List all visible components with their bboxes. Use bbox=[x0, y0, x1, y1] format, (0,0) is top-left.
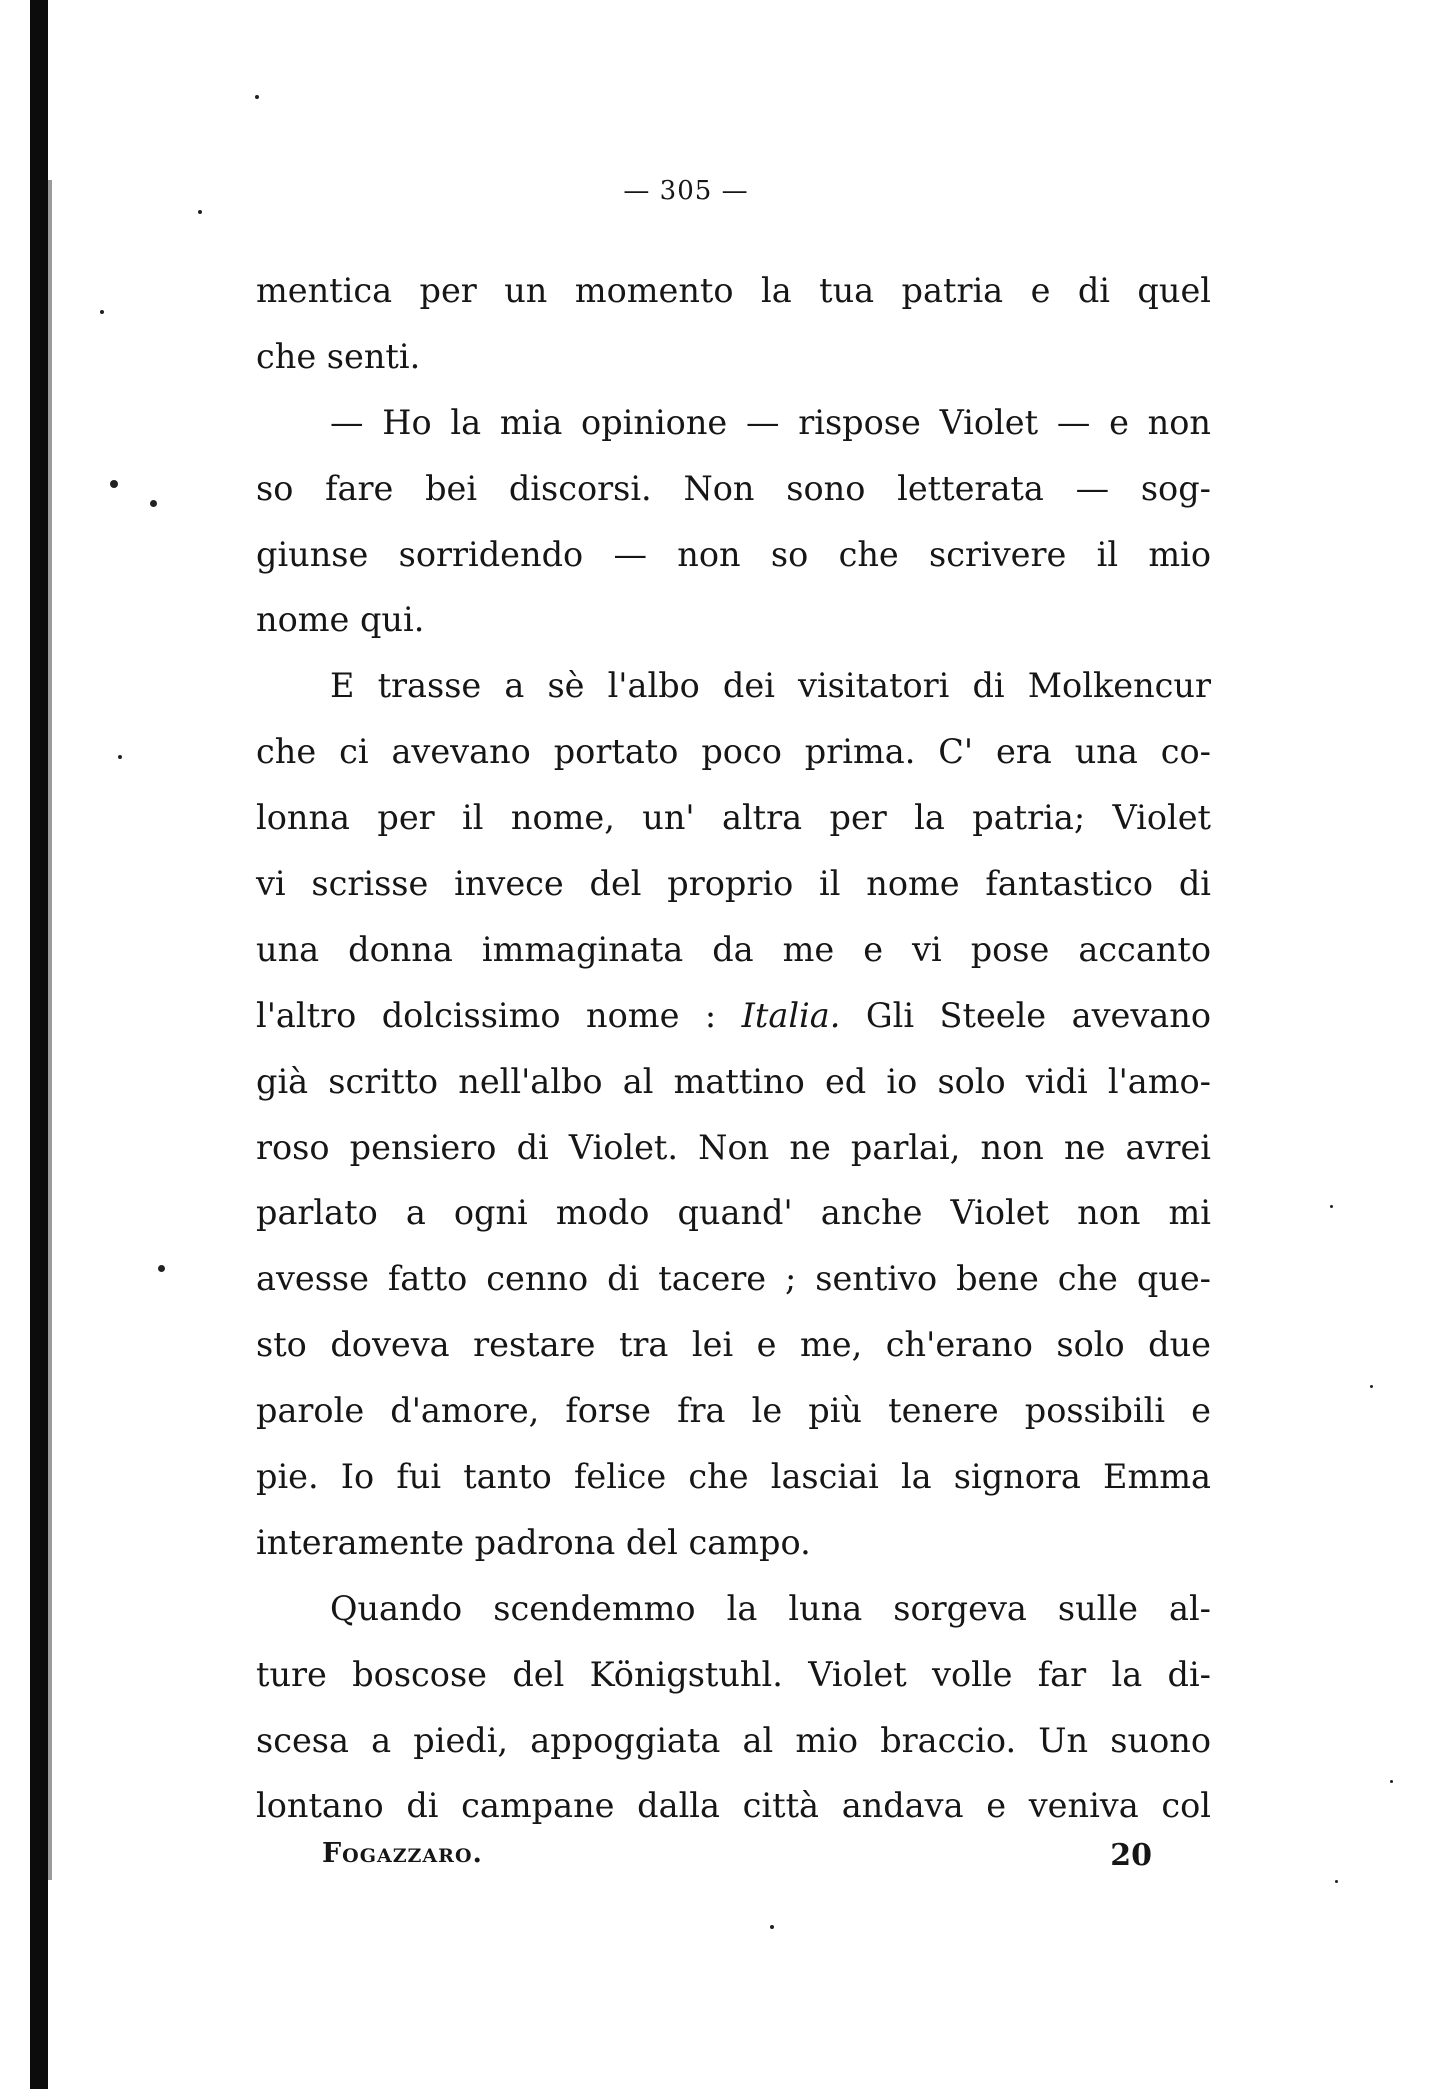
text-line: interamente padrona del campo. bbox=[256, 1522, 811, 1562]
text-line: parlato a ogni modo quand' anche Violet non mi bbox=[256, 1193, 1211, 1233]
italic-word: Italia. bbox=[741, 995, 841, 1035]
text-line: che ci avevano portato poco prima. C' era una co- bbox=[256, 732, 1211, 772]
scan-speck bbox=[255, 95, 259, 99]
scan-speck bbox=[1370, 1385, 1373, 1388]
text-line: lontano di campane dalla città andava e veniva col bbox=[256, 1786, 1211, 1826]
text-line: Quando scendemmo la luna sorgeva sulle al- bbox=[330, 1588, 1211, 1628]
page-footer bbox=[322, 1838, 1152, 1878]
scan-speck bbox=[198, 210, 202, 214]
scan-speck bbox=[118, 755, 122, 759]
text-line: so fare bei discorsi. Non sono letterata — sog- bbox=[256, 468, 1211, 508]
text-line: mentica per un momento la tua patria e di quel bbox=[256, 271, 1211, 310]
body-text bbox=[256, 258, 1211, 1839]
scan-binding-shadow bbox=[30, 0, 48, 2089]
text-line: giunse sorridendo — non so che scrivere il mio bbox=[256, 534, 1211, 574]
footer-author: Fogazzaro. bbox=[322, 1838, 483, 1869]
scan-speck bbox=[1330, 1205, 1333, 1208]
text-line: ture boscose del Königstuhl. Violet volle far la di- bbox=[256, 1654, 1211, 1694]
scan-speck bbox=[100, 310, 104, 314]
page-number: — 305 — bbox=[623, 176, 749, 206]
line-lead-text: l'altro dolcissimo nome : bbox=[256, 995, 717, 1035]
text-line: nome qui. bbox=[256, 600, 425, 640]
scan-speck bbox=[158, 1265, 165, 1272]
scan-speck bbox=[770, 1925, 774, 1929]
scan-speck bbox=[150, 500, 157, 507]
scan-binding-edge bbox=[48, 180, 52, 1880]
text-line: vi scrisse invece del proprio il nome fantastico di bbox=[256, 864, 1211, 904]
text-line: sto doveva restare tra lei e me, ch'erano solo due bbox=[256, 1325, 1211, 1365]
text-line: pie. Io fui tanto felice che lasciai la signora Emma bbox=[256, 1457, 1211, 1497]
text-line: lonna per il nome, un' altra per la patria; Violet bbox=[256, 798, 1211, 838]
text-line: scesa a piedi, appoggiata al mio braccio. Un suono bbox=[256, 1720, 1211, 1760]
text-line: avesse fatto cenno di tacere ; sentivo bene che que- bbox=[256, 1259, 1211, 1299]
text-line: una donna immaginata da me e vi pose accanto bbox=[256, 929, 1211, 969]
text-line: — Ho la mia opinione — rispose Violet — e non bbox=[330, 402, 1211, 442]
text-line: E trasse a sè l'albo dei visitatori di Molkencur bbox=[330, 666, 1211, 706]
line-tail-text: Gli Steele avevano bbox=[865, 995, 1211, 1035]
text-line: che senti. bbox=[256, 336, 421, 376]
scan-speck bbox=[1390, 1780, 1393, 1783]
scan-speck bbox=[110, 480, 118, 488]
signature-mark: 20 bbox=[1110, 1838, 1152, 1873]
scan-speck bbox=[1335, 1880, 1338, 1883]
text-line-with-italic bbox=[256, 983, 1211, 1049]
text-line: parole d'amore, forse fra le più tenere possibili e bbox=[256, 1391, 1211, 1431]
text-line: già scritto nell'albo al mattino ed io solo vidi l'amo- bbox=[256, 1061, 1211, 1101]
text-line: roso pensiero di Violet. Non ne parlai, non ne avrei bbox=[256, 1127, 1211, 1167]
